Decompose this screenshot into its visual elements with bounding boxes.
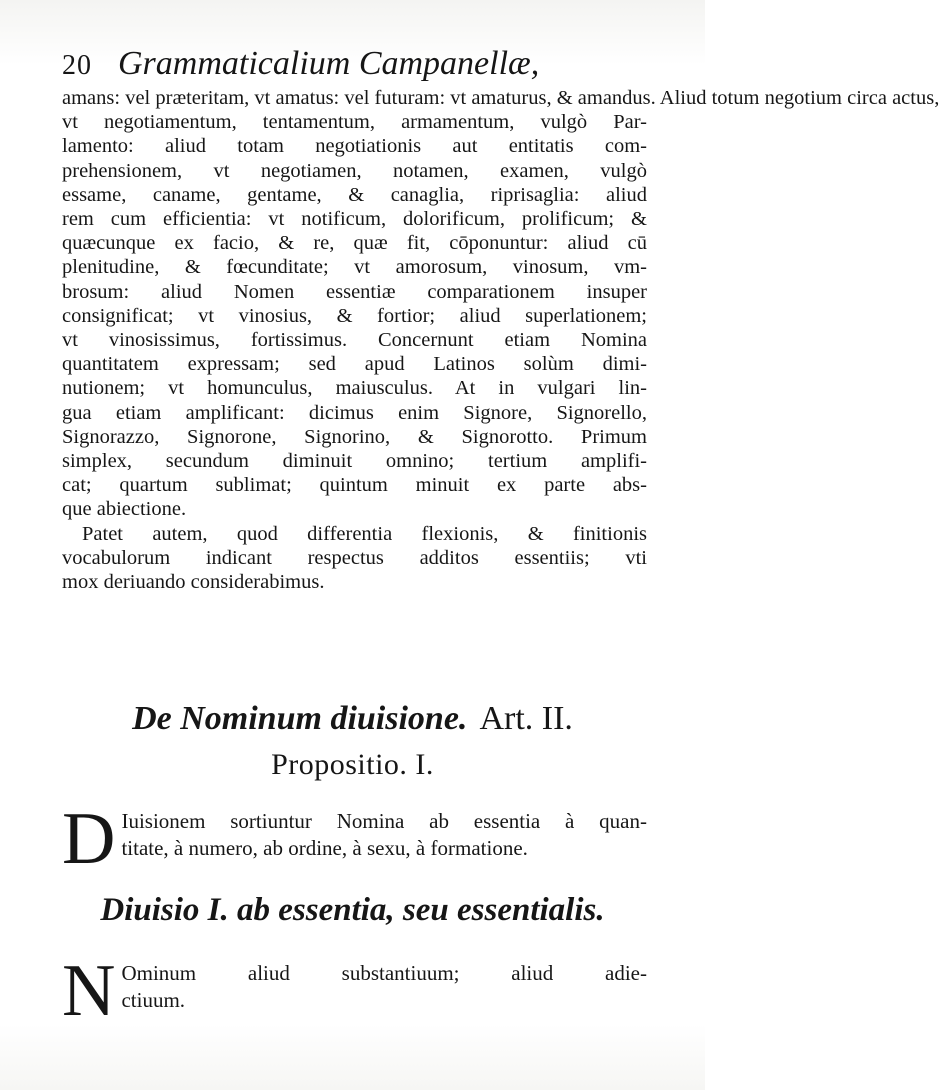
text-line: vocabulorum indicant respectus additos essentiis; vti: [62, 546, 647, 569]
running-head: [62, 44, 652, 86]
text-line: Iuisionem sortiuntur Nomina ab essentia à quan-: [121, 809, 647, 833]
text-line: brosum: aliud Nomen essentiæ comparationem insuper: [62, 280, 647, 303]
article-label: Art. II.: [479, 700, 573, 737]
text-line: lamento: aliud totam negotiationis aut entitatis com-: [62, 135, 647, 158]
text-line: vt negotiamentum, tentamentum, armamentum, vulgò Par-: [62, 111, 647, 134]
text-line: essame, caname, gentame, & canaglia, riprisaglia: aliud: [62, 183, 647, 206]
text-line: amans: vel præteritam, vt amatus: vel futuram: vt amaturus, & amandus. Aliud totum negotium circa actus,: [62, 87, 939, 109]
paragraph-2: [62, 522, 647, 595]
section-title: De Nominum diuisione.: [132, 700, 468, 737]
division-heading: Diuisio I. ab essentia, seu essentialis.: [100, 892, 605, 928]
text-line: Signorazzo, Signorone, Signorino, & Signorotto. Primum: [62, 425, 647, 448]
text-line: nutionem; vt homunculus, maiusculus. At in vulgari lin-: [62, 377, 647, 400]
section-heading: [0, 700, 705, 738]
text-line: vt vinosissimus, fortissimus. Concernunt etiam Nomina: [62, 329, 647, 352]
text-line: simplex, secundum diminuit omnino; tertium amplifi-: [62, 450, 647, 473]
text-line: mox deriuando considerabimus.: [62, 571, 325, 594]
text-line: que abiectione.: [62, 498, 187, 521]
text-line: Patet autem, quod differentia flexionis, & finitionis: [82, 522, 647, 545]
text-line: consignificat; vt vinosius, & fortior; aliud superlationem;: [62, 304, 647, 327]
proposition-text: [62, 798, 647, 880]
proposition-heading: Propositio. I.: [271, 748, 434, 781]
text-line: titate, à numero, ab ordine, à sexu, à formatione.: [121, 835, 528, 860]
division-text: [62, 950, 647, 1032]
text-line: rem cum efficientia: vt notificum, dolorificum, prolificum; &: [62, 208, 647, 231]
text-line: cat; quartum sublimat; quintum minuit ex parte abs-: [62, 474, 647, 497]
text-line: prehensionem, vt negotiamen, notamen, examen, vulgò: [62, 159, 647, 182]
paragraph-1: [62, 86, 939, 522]
text-line: quæcunque ex facio, & re, quæ fit, cōponuntur: aliud cū: [62, 232, 647, 255]
text-line: gua etiam amplificant: dicimus enim Signore, Signorello,: [62, 401, 647, 424]
text-line: plenitudine, & fœcunditate; vt amorosum, vinosum, vm-: [62, 256, 647, 279]
text-line: ctiuum.: [121, 987, 186, 1012]
body-text: [62, 86, 939, 594]
page-number: 20: [62, 50, 92, 81]
drop-cap: D: [62, 798, 116, 880]
drop-cap: N: [62, 950, 116, 1032]
text-line: Ominum aliud substantiuum; aliud adie-: [121, 961, 647, 985]
running-title: Grammaticalium Campanellæ,: [118, 45, 540, 82]
text-line: quantitatem expressam; sed apud Latinos solùm dimi-: [62, 353, 647, 376]
